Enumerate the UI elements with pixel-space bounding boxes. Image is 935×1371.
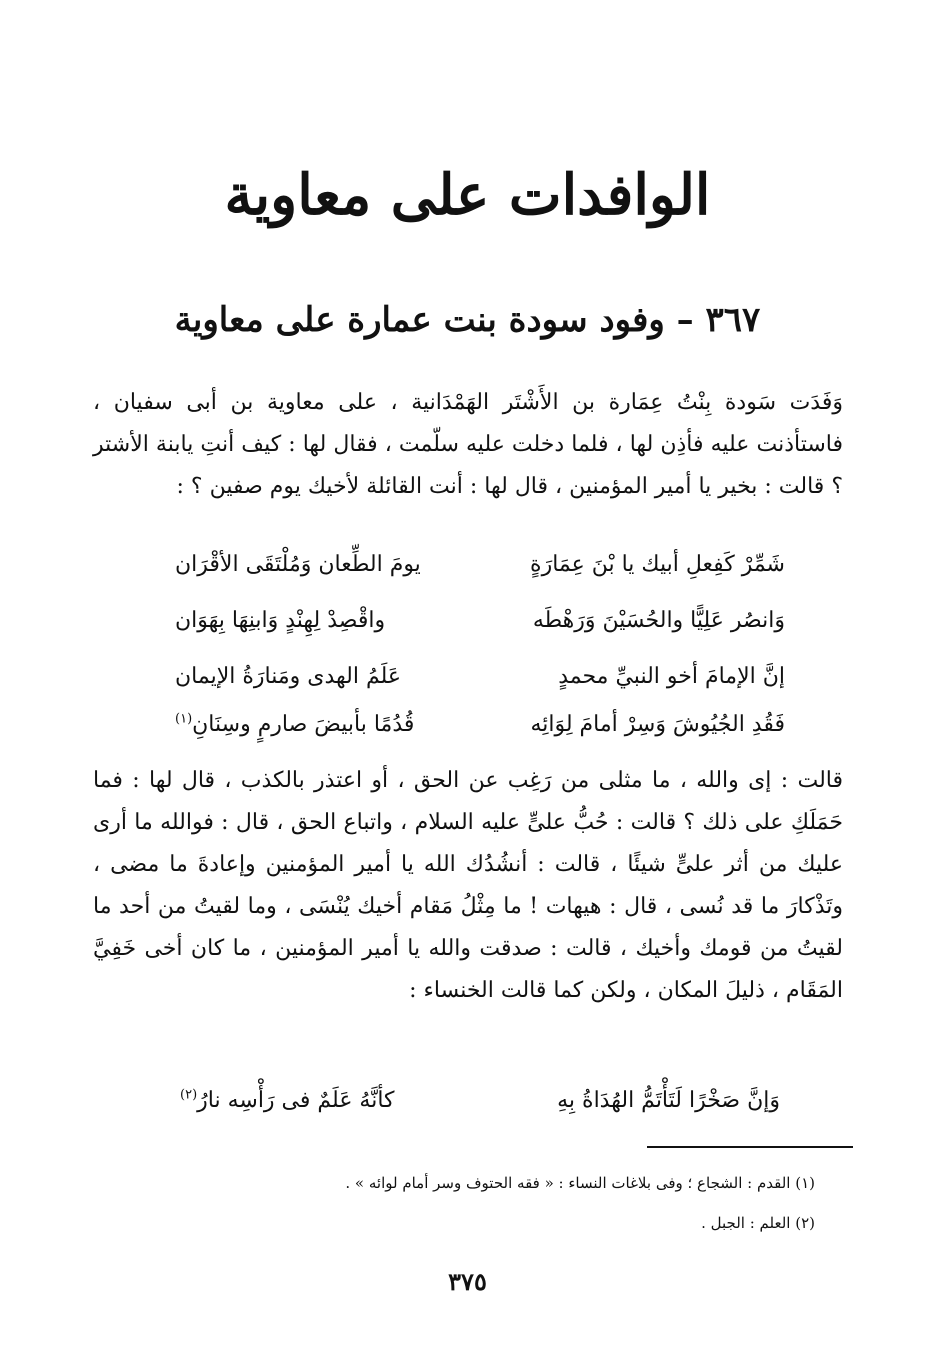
verse-line <box>175 540 785 590</box>
chapter-title: الوافدات على معاوية <box>224 162 711 228</box>
verse-second-hemistich: عَلَمُ الهدى ومَنارَةُ الإيمان <box>175 664 402 689</box>
verse-first-hemistich: شَمِّرْ كَفِعلِ أبيك يا بْنَ عِمَارَةٍ <box>530 552 785 577</box>
verse-hemistich-text: قُدُمًا بأبيضَ صارمٍ وسِنَانِ <box>192 712 415 737</box>
verse-first-hemistich: فَقُدِ الجُيُوشَ وَسِرْ أمامَ لِوَائِه <box>530 712 785 737</box>
verse-second-hemistich <box>180 1076 395 1126</box>
verse-line <box>175 652 785 702</box>
footnote-divider <box>647 1146 853 1148</box>
verse-line <box>175 700 785 750</box>
verse-line <box>175 596 785 646</box>
paragraph-dialogue: قالت : إى والله ، ما مثلى من رَغِب عن الحق ، أو اعتذر بالكذب ، قال لها : فما حَمَلَكِ على ذلك ؟ قالت : حُبُّ علىٍّ عليه السلام ، واتباع الحق ، قال : فوالله ما أرى عليك من أثر علىٍّ شيئًا ، قالت : أنشُدُك الله يا أمير المؤمنين وإعادةَ ما مضى ، وتَذْكارَ ما قد نُسى ، قال : هيهات ! ما مِثْلُ مَقام أخيك يُنْسَى ، وما لقيتُ من أحد ما لقيتُ من قومك وأخيك ، قالت : صدقت والله يا أمير المؤمنين ، ما كان أخى خَفِيَّ المَقَام ، ذليلَ المكان ، ولكن كما قالت الخنساء : <box>93 768 843 1003</box>
verse-line <box>180 1076 780 1126</box>
page-number: ٣٧٥ <box>448 1267 487 1296</box>
verse-first-hemistich: إنَّ الإمامَ أخو النبيِّ محمدٍ <box>558 664 785 689</box>
verse-hemistich-text: كأنَّهُ عَلَمٌ فى رَأْسِه نارُ <box>197 1088 395 1113</box>
verse-first-hemistich: وَانصُر عَلِيًّا والحُسَيْنَ وَرَهْطَه <box>532 608 785 633</box>
footnote: (١) القدم : الشجاع ؛ وفى بلاغات النساء : « فقه الحتوف وسر أمام لوائه » . <box>345 1174 815 1192</box>
verse-second-hemistich: واقْصِدْ لِهِنْدٍ وَابنِهَا بِهَوَان <box>175 608 386 633</box>
footnote: (٢) العلم : الجبل . <box>701 1214 815 1232</box>
verse-second-hemistich: يومَ الطِّعان وَمُلْتَقَى الأقْرَان <box>175 552 421 577</box>
paragraph-intro: وَفَدَت سَودة بِنْتُ عِمَارة بن الأَشْتَر الهَمْدَانية ، على معاوية بن أبى سفيان ، فاستأذنت عليه فأذِن لها ، فلما دخلت عليه سلّمت ، فقال لها : كيف أنتِ يابنة الأشتر ؟ قالت : بخير يا أمير المؤمنين ، قال لها : أنت القائلة لأخيك يوم صفين ؟ : <box>93 390 843 499</box>
verse-first-hemistich: وَإنَّ صَخْرًا لَتَأْتَمُّ الهُدَاةُ بِهِ <box>557 1088 780 1113</box>
footnote-marker: (١) <box>175 711 193 727</box>
footnote-marker: (٢) <box>180 1087 198 1103</box>
section-title: ٣٦٧ – وفود سودة بنت عمارة على معاوية <box>174 300 761 340</box>
verse-second-hemistich <box>175 700 414 750</box>
